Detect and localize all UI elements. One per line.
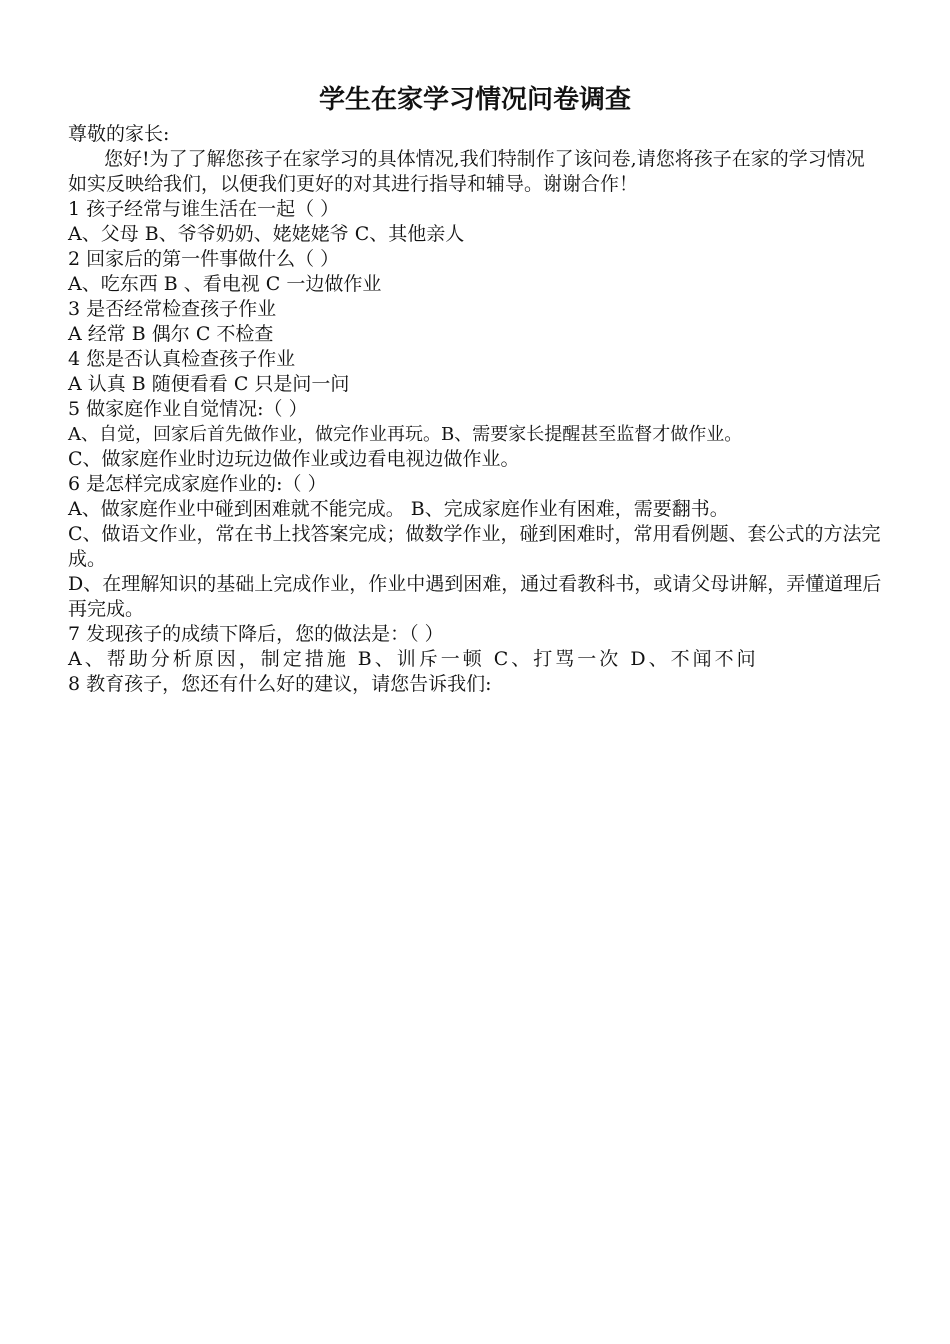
question-3: 3 是否经常检查孩子作业 xyxy=(68,298,277,320)
question-7-options: A、帮助分析原因，制定措施 B、训斥一顿 C、打骂一次 D、不闻不问 xyxy=(68,648,759,670)
question-5-option-ab: A、自觉，回家后首先做作业，做完作业再玩。B、需要家长提醒甚至监督才做作业。 xyxy=(68,424,743,445)
question-6: 6 是怎样完成家庭作业的:（ ） xyxy=(68,473,327,495)
question-2: 2 回家后的第一件事做什么（ ） xyxy=(68,248,340,270)
question-6-option-d: D、在理解知识的基础上完成作业，作业中遇到困难，通过看教科书，或请父母讲解，弄懂道理后再完成。 xyxy=(68,573,882,620)
question-2-options: A、吃东西 B 、看电视 C 一边做作业 xyxy=(68,273,382,295)
question-1: 1 孩子经常与谁生活在一起（ ） xyxy=(68,198,340,220)
question-8: 8 教育孩子，您还有什么好的建议，请您告诉我们: xyxy=(68,673,492,695)
question-1-options: A、父母 B、爷爷奶奶、姥姥姥爷 C、其他亲人 xyxy=(68,223,465,245)
question-6-option-c: C、做语文作业，常在书上找答案完成；做数学作业，碰到困难时，常用看例题、套公式的方法完成。 xyxy=(68,523,881,570)
greeting: 尊敬的家长: xyxy=(68,123,170,145)
question-5-option-c: C、做家庭作业时边玩边做作业或边看电视边做作业。 xyxy=(68,448,520,470)
question-3-options: A 经常 B 偶尔 C 不检查 xyxy=(68,323,274,345)
document-body xyxy=(68,122,883,697)
question-6-option-ab: A、做家庭作业中碰到困难就不能完成。 B、完成家庭作业有困难，需要翻书。 xyxy=(68,498,729,520)
intro-paragraph: 您好!为了了解您孩子在家学习的具体情况,我们特制作了该问卷,请您将孩子在家的学习情况如实反映给我们，以便我们更好的对其进行指导和辅导。谢谢合作！ xyxy=(68,148,865,195)
question-7: 7 发现孩子的成绩下降后，您的做法是：（ ） xyxy=(68,623,444,645)
question-4: 4 您是否认真检查孩子作业 xyxy=(68,348,296,370)
page-title: 学生在家学习情况问卷调查 xyxy=(318,85,631,115)
question-4-options: A 认真 B 随便看看 C 只是问一问 xyxy=(68,373,350,395)
question-5: 5 做家庭作业自觉情况:（ ） xyxy=(68,398,308,420)
